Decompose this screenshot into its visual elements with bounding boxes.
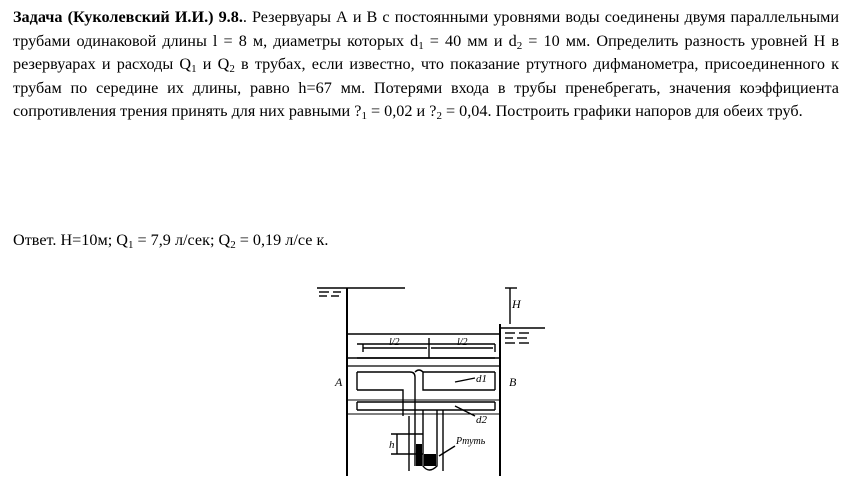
- problem-text-7: = 0,04. Построить графики напоров для обеих труб.: [441, 102, 803, 121]
- answer-line: [13, 229, 328, 251]
- problem-title: Задача (Куколевский И.И.) 9.8: [13, 8, 239, 26]
- label-H: H: [512, 297, 521, 311]
- diagram-figure: [305, 266, 550, 476]
- sub-lambda1: 1: [361, 110, 367, 123]
- answer-sub-q2: 2: [230, 239, 236, 251]
- label-h: h: [389, 439, 395, 451]
- label-mercury: Pтуть: [456, 436, 486, 447]
- sub-q1: 1: [191, 63, 197, 76]
- problem-text-5: в трубах, если известно, что показание ртутного дифманометра, присоединенного к трубам по середине их длины, равно h=67 мм. Потерями входа в трубы пренебрегать, значения коэффициента сопротивления трения принять для них равными ?: [13, 55, 840, 121]
- problem-paragraph: Задача (Куколевский И.И.) 9.8.. Резервуары А и В с постоянными уровнями воды соединены двумя параллельными трубами одинаковой длины l = 8 м, диаметры которых $d_1 = 40$ мм и $d_2 = 10$ мм. Определить разность уровней H в резервуарах и расходы $Q_1$ и $Q_2$ в трубах, если известно, что показание ртутного дифманометра, присоединенного к трубам по середине их длины, равно h=67 мм. Потерями входа в трубы пренебрегать, значения коэффициента сопротивления трения принять для них равными $?_1 = 0,02$ и $?_2 = 0,04$. Построить графики напоров для обеих труб.: [13, 8, 840, 123]
- sub-d1: 1: [418, 39, 424, 52]
- answer-text-3: = 0,19 л/се к.: [235, 231, 329, 249]
- problem-text: [13, 6, 839, 124]
- label-d2: d2: [476, 414, 487, 426]
- sub-q2: 2: [229, 63, 235, 76]
- mercury-column: [424, 454, 436, 466]
- sub-lambda2: 2: [436, 110, 442, 123]
- label-l2-left: l/2: [389, 337, 400, 348]
- sub-d2: 2: [516, 39, 523, 52]
- problem-text-1: . Резервуары А и В с постоянными уровнями воды соединены двумя параллельными трубами одинаковой длины l = 8 м, диаметры которых d: [13, 8, 839, 50]
- answer-sub-q1: 1: [127, 239, 134, 251]
- problem-text-3: = 10 мм. Определить разность уровней H в резервуарах и расходы Q: [13, 31, 839, 74]
- problem-text-2: = 40 мм и d: [423, 31, 517, 50]
- label-d1: d1: [476, 373, 487, 385]
- label-B: B: [509, 375, 517, 389]
- problem-text-6: = 0,02 и ?: [366, 102, 437, 121]
- answer-text-2: = 7,9 л/сек; Q: [133, 231, 231, 249]
- problem-text-4: и Q: [196, 55, 230, 74]
- reservoir-diagram: [305, 266, 550, 476]
- label-A: A: [335, 375, 343, 389]
- answer-text-1: Ответ. H=10м; Q: [13, 231, 128, 249]
- label-l2-right: l/2: [457, 337, 468, 348]
